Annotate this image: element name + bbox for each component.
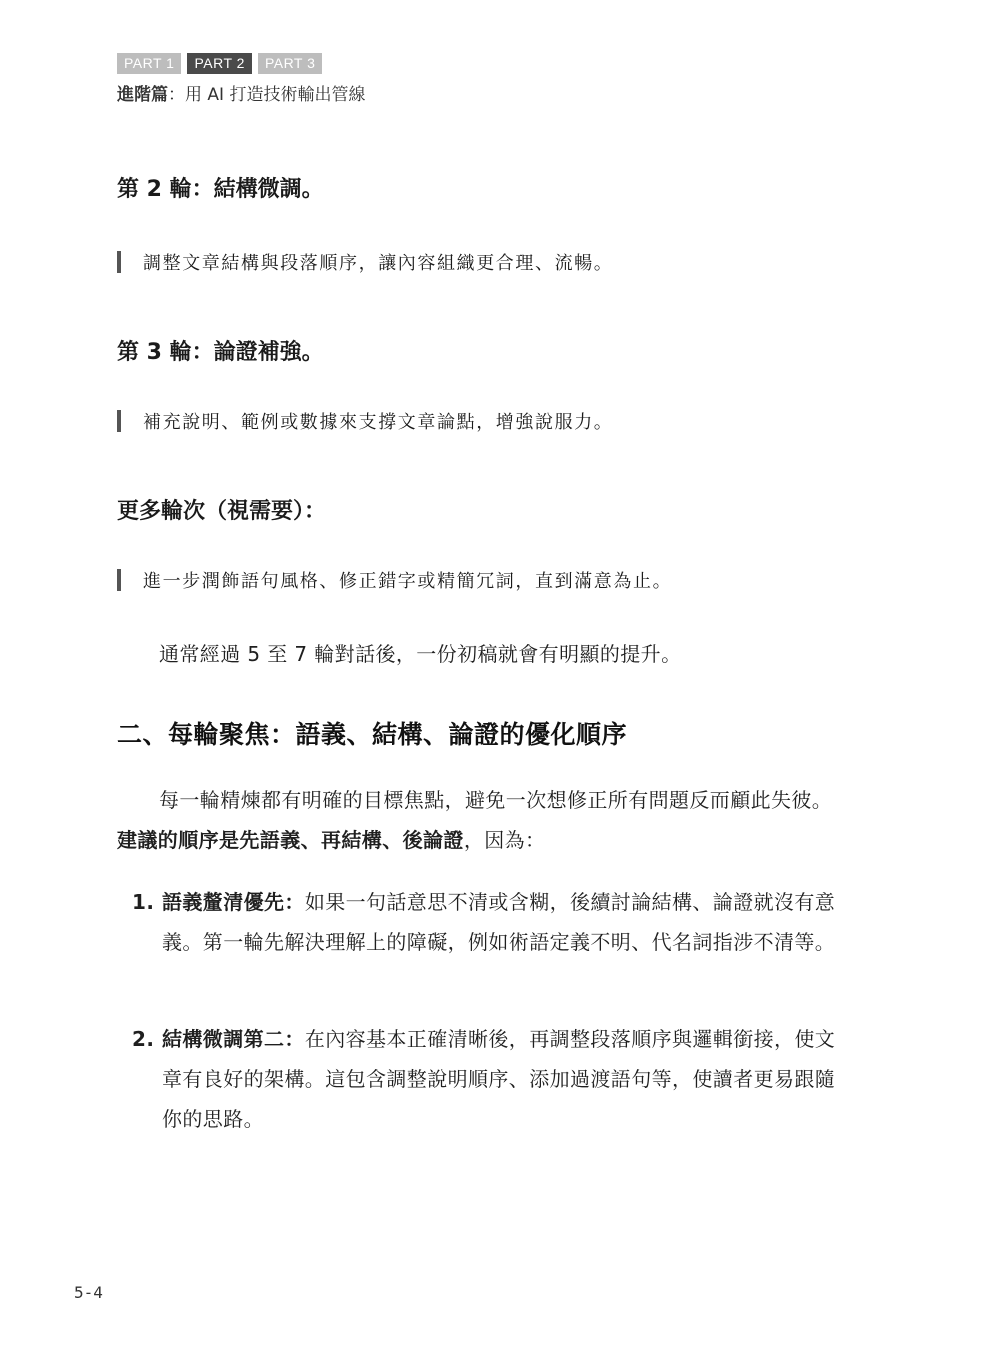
round-heading-2: 第 2 輪：結構微調。 — [117, 177, 324, 202]
round-quote-more — [117, 567, 672, 593]
part-tab-1: PART 1 — [117, 53, 181, 74]
round-quote-2 — [117, 249, 613, 275]
summary-paragraph: 通常經過 5 至 7 輪對話後，一份初稿就會有明顯的提升。 — [159, 642, 682, 666]
section-intro-bold: 建議的順序是先語義、再結構、後論證 — [117, 828, 464, 852]
round-quote-text-more: 進一步潤飾語句風格、修正錯字或精簡冗詞，直到滿意為止。 — [143, 571, 673, 592]
list-item-1 — [132, 882, 844, 962]
running-head — [117, 80, 365, 105]
section-intro — [117, 780, 845, 860]
list-number-2: 2. — [132, 1027, 155, 1051]
running-head-rest: ：用 AI 打造技術輸出管線 — [168, 85, 366, 105]
round-quote-text-2: 調整文章結構與段落順序，讓內容組織更合理、流暢。 — [143, 253, 614, 274]
list-body-1 — [162, 882, 844, 962]
part-tab-3: PART 3 — [258, 53, 322, 74]
round-heading-3: 第 3 輪：論證補強。 — [117, 340, 324, 365]
part-tabs — [117, 53, 322, 74]
list-number-1: 1. — [132, 890, 155, 914]
section-intro-tail: ，因為： — [463, 828, 546, 852]
round-heading-more: 更多輪次（視需要）： — [117, 499, 327, 524]
list-lead-2: 結構微調第二： — [162, 1027, 305, 1051]
part-tab-2: PART 2 — [187, 53, 251, 74]
list-text-2: 在內容基本正確清晰後，再調整段落順序與邏輯銜接，使文章有良好的架構。這包含調整說明順序、添加過渡語句等，使讀者更易跟隨你的思路。 — [162, 1027, 836, 1131]
list-item-2 — [132, 1019, 844, 1139]
quote-bar — [117, 251, 121, 273]
round-quote-text-3: 補充說明、範例或數據來支撐文章論點，增強說服力。 — [143, 412, 614, 433]
quote-bar — [117, 410, 121, 432]
round-quote-3 — [117, 408, 613, 434]
section-intro-plain: 每一輪精煉都有明確的目標焦點，避免一次想修正所有問題反而顧此失彼。 — [159, 788, 833, 812]
page-number: 5-4 — [74, 1283, 103, 1302]
section-heading: 二、每輪聚焦：語義、結構、論證的優化順序 — [117, 720, 628, 749]
quote-bar — [117, 569, 121, 591]
list-lead-1: 語義釐清優先： — [162, 890, 305, 914]
running-head-bold: 進階篇 — [117, 85, 168, 105]
list-text-1: 如果一句話意思不清或含糊，後續討論結構、論證就沒有意義。第一輪先解決理解上的障礙，例如術語定義不明、代名詞指涉不清等。 — [162, 890, 836, 954]
list-body-2 — [162, 1019, 844, 1139]
